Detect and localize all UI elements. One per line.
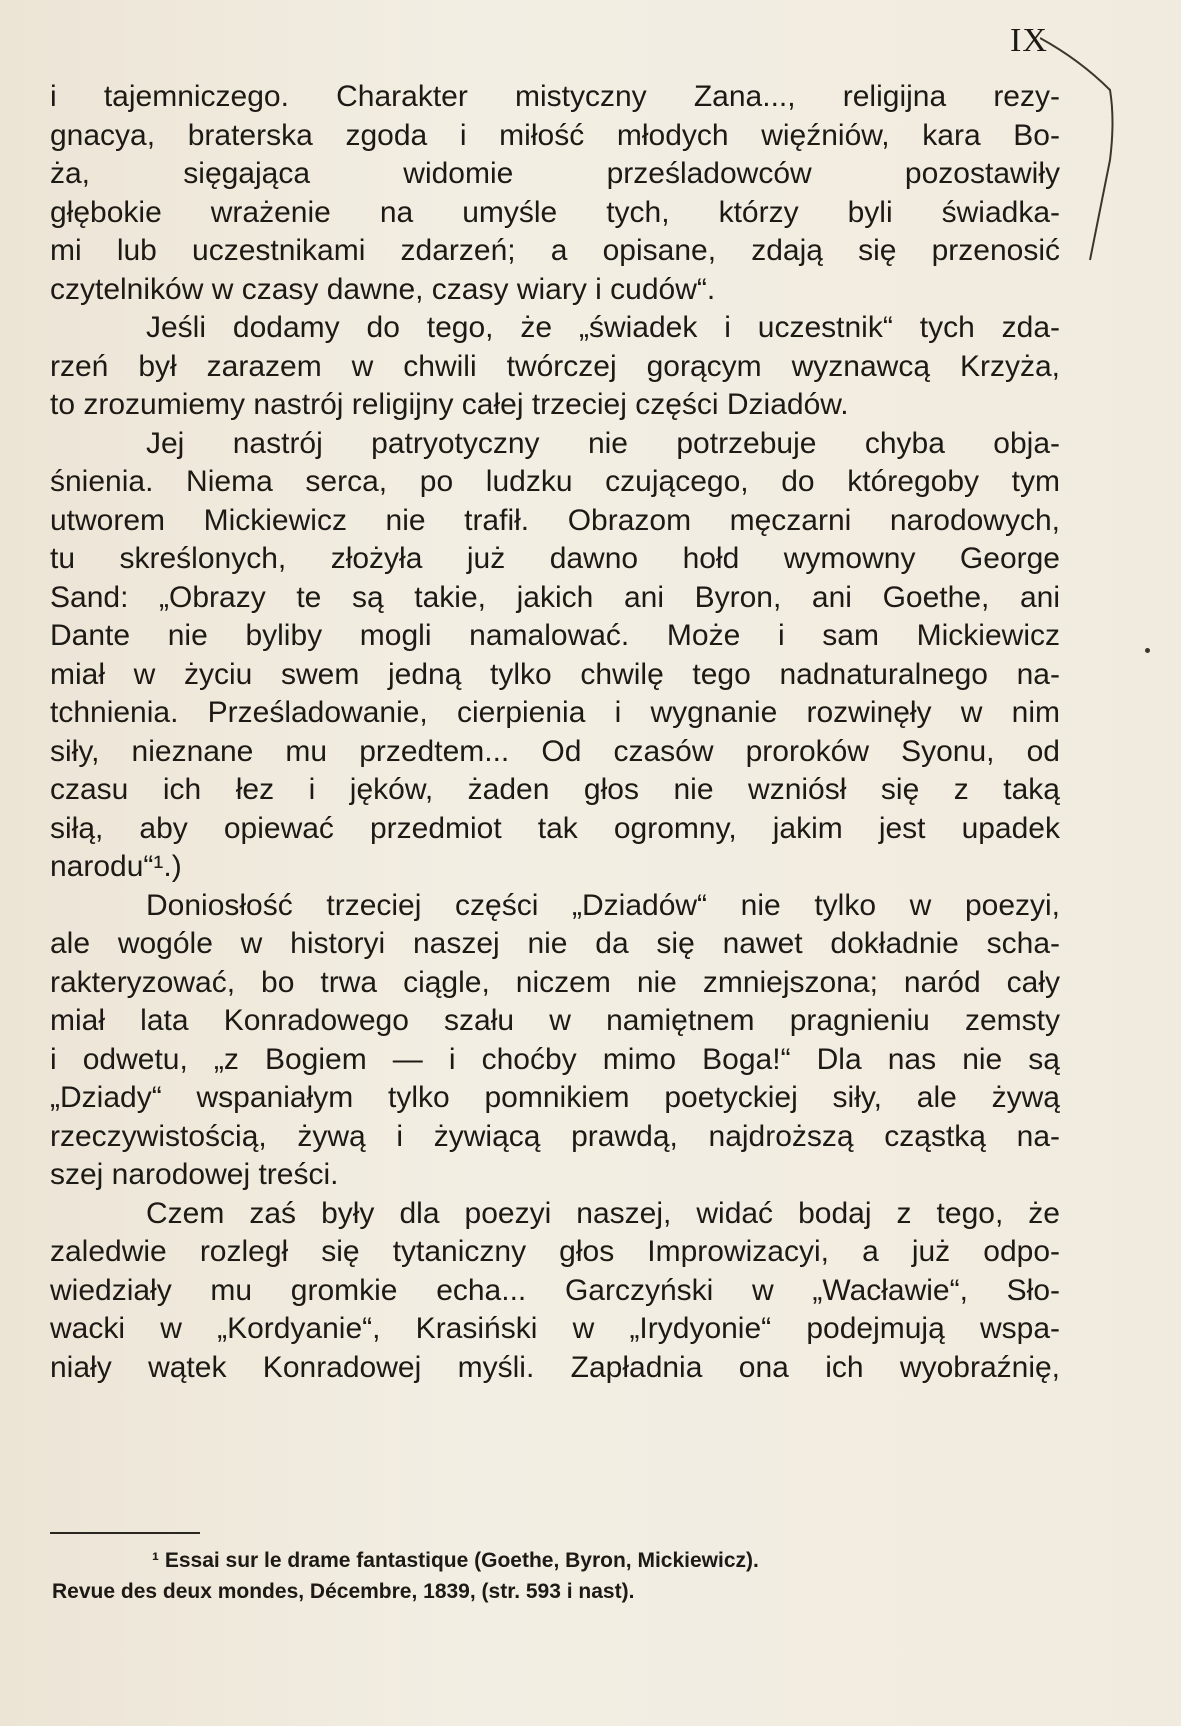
text-line: rakteryzować, bo trwa ciągle, niczem nie zmniejszona; naród cały xyxy=(50,965,1060,999)
text-line: wiedziały mu gromkie echa... Garczyński w „Wacławie“, Sło- xyxy=(50,1273,1060,1307)
margin-dot xyxy=(1145,648,1150,653)
text-line: miał w życiu swem jedną tylko chwilę tego nadnaturalnego na- xyxy=(50,657,1060,691)
text-line: mi lub uczestnikami zdarzeń; a opisane, zdają się przenosić xyxy=(50,234,1060,267)
text-line: rzeczywistością, żywą i żywiącą prawdą, najdroższą cząstką na- xyxy=(50,1119,1060,1153)
text-line: utworem Mickiewicz nie trafił. Obrazom męczarni narodowych, xyxy=(50,503,1060,537)
text-line: Dante nie byliby mogli namalować. Może i sam Mickiewicz xyxy=(50,619,1060,652)
text-line: to zrozumiemy nastrój religijny całej trzeciej części Dziadów. xyxy=(50,388,849,421)
footnote xyxy=(52,1545,1062,1607)
text-line: gnacya, braterska zgoda i miłość młodych więźniów, kara Bo- xyxy=(50,118,1060,152)
paragraph-start: Jeśli dodamy do tego, że „świadek i uczestnik“ tych zda- xyxy=(146,311,1060,344)
footnote-line: Revue des deux mondes, Décembre, 1839, (str. 593 i nast). xyxy=(52,1580,635,1603)
text-line: czasu ich łez i jęków, żaden głos nie wzniósł się z taką xyxy=(50,773,1060,806)
text-line: głębokie wrażenie na umyśle tych, którzy byli świadka- xyxy=(50,195,1060,229)
text-line: narodu“¹.) xyxy=(50,850,182,883)
text-line: ża, sięgająca widomie prześladowców pozostawiły xyxy=(50,157,1060,190)
text-line: zaledwie rozległ się tytaniczny głos Improwizacyi, a już odpo- xyxy=(50,1235,1060,1268)
paragraph-start: Doniosłość trzeciej części „Dziadów“ nie tylko w poezyi, xyxy=(146,888,1060,922)
footnote-line: ¹ Essai sur le drame fantastique (Goethe, Byron, Mickiewicz). xyxy=(152,1549,759,1572)
page-number: IX xyxy=(1010,22,1048,59)
text-line: Sand: „Obrazy te są takie, jakich ani Byron, ani Goethe, ani xyxy=(50,580,1060,614)
text-line: czytelników w czasy dawne, czasy wiary i cudów“. xyxy=(50,272,716,306)
text-line: śnienia. Niema serca, po ludzku czującego, do któregoby tym xyxy=(50,465,1060,498)
text-line: wacki w „Kordyanie“, Krasiński w „Irydyonie“ podejmują wspa- xyxy=(50,1312,1060,1345)
text-line: tu skreślonych, złożyła już dawno hołd wymowny George xyxy=(50,542,1060,575)
text-line: szej narodowej treści. xyxy=(50,1158,339,1191)
text-line: „Dziady“ wspaniałym tylko pomnikiem poetyckiej siły, ale żywą xyxy=(50,1081,1060,1114)
text-line: niały wątek Konradowej myśli. Zapładnia ona ich wyobraźnię, xyxy=(50,1350,1060,1384)
paragraph-start: Czem zaś były dla poezyi naszej, widać bodaj z tego, że xyxy=(146,1196,1060,1230)
text-line: ale wogóle w historyi naszej nie da się nawet dokładnie scha- xyxy=(50,927,1060,960)
text-line: siły, nieznane mu przedtem... Od czasów proroków Syonu, od xyxy=(50,734,1060,768)
body-text xyxy=(50,78,1060,1387)
text-line: rzeń był zarazem w chwili twórczej gorącym wyznawcą Krzyża, xyxy=(50,349,1060,383)
text-line: tchnienia. Prześladowanie, cierpienia i wygnanie rozwinęły w nim xyxy=(50,696,1060,729)
text-line: siłą, aby opiewać przedmiot tak ogromny, jakim jest upadek xyxy=(50,811,1060,845)
footnote-divider xyxy=(50,1532,200,1534)
text-line: miał lata Konradowego szału w namiętnem pragnieniu zemsty xyxy=(50,1004,1060,1037)
text-line: i tajemniczego. Charakter mistyczny Zana..., religijna rezy- xyxy=(50,80,1060,113)
text-line: i odwetu, „z Bogiem — i choćby mimo Boga!“ Dla nas nie są xyxy=(50,1042,1060,1076)
paragraph-start: Jej nastrój patryotyczny nie potrzebuje chyba obja- xyxy=(146,426,1060,460)
